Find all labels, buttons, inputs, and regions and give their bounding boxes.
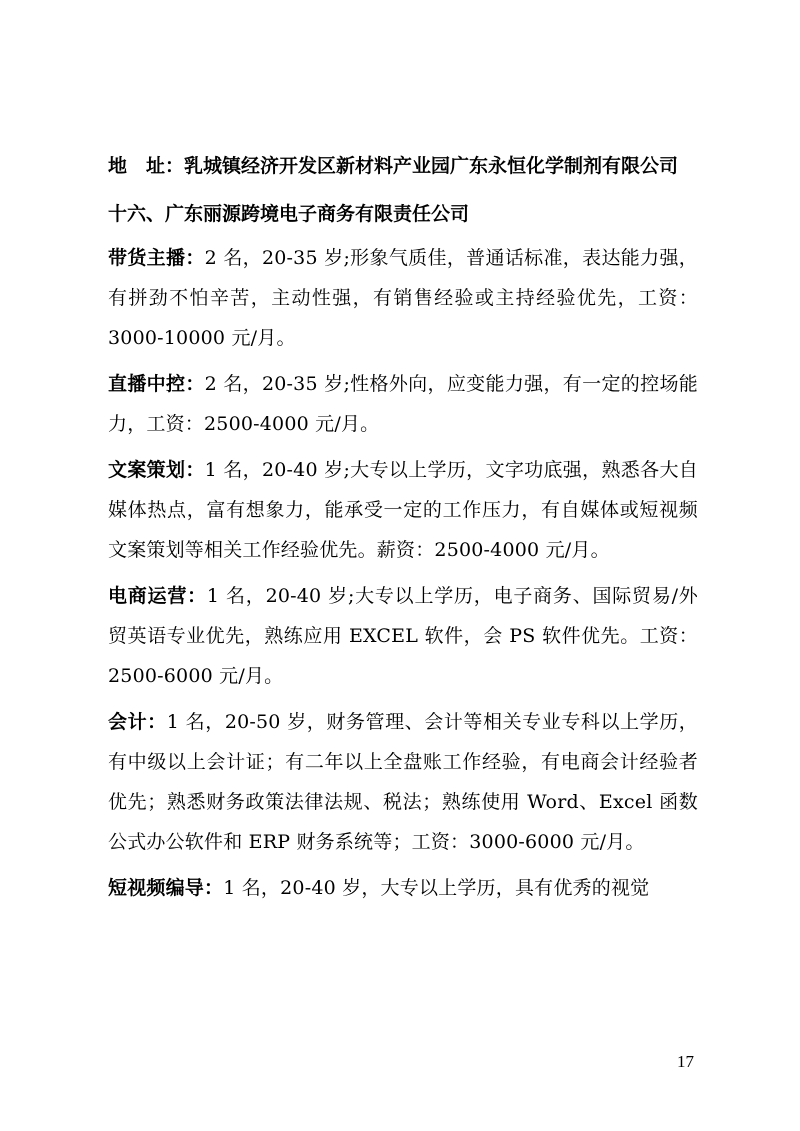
position-description: 2 名，20-35 岁;形象气质佳，普通话标准，表达能力强，有拼劲不怕辛苦，主动性强，有销售经验或主持经验优先，工资：3000-10000 元/月。 <box>108 247 698 349</box>
position-paragraph <box>108 364 698 444</box>
position-paragraph <box>108 868 698 908</box>
position-label: 直播中控： <box>108 373 205 395</box>
position-label: 带货主播： <box>108 247 205 269</box>
page-number: 17 <box>677 1052 694 1071</box>
position-description: 1 名，20-50 岁，财务管理、会计等相关专业专科以上学历，有中级以上会计证；有二年以上全盘账工作经验，有电商会计经验者优先；熟悉财务政策法律法规、税法；熟练使用 Word、Excel 函数公式办公软件和 ERP 财务系统等；工资：3000-6000 元/月。 <box>108 711 698 853</box>
position-label: 短视频编导： <box>108 877 224 899</box>
company-title: 十六、广东丽源跨境电子商务有限责任公司 <box>108 203 470 225</box>
address-value: 乳城镇经济开发区新材料产业园广东永恒化学制剂有限公司 <box>184 155 679 177</box>
position-description: 1 名，20-40 岁;大专以上学历，文字功底强，熟悉各大自媒体热点，富有想象力，能承受一定的工作压力，有自媒体或短视频文案策划等相关工作经验优先。薪资：2500-4000 元/月。 <box>108 459 698 561</box>
position-paragraph <box>108 576 698 696</box>
position-paragraph <box>108 450 698 570</box>
address-line <box>108 142 698 190</box>
position-paragraph <box>108 702 698 862</box>
document-body <box>108 142 698 914</box>
position-label: 电商运营： <box>108 585 207 607</box>
position-description: 1 名，20-40 岁，大专以上学历，具有优秀的视觉 <box>223 877 650 899</box>
position-description: 2 名，20-35 岁;性格外向，应变能力强，有一定的控场能力，工资：2500-4000 元/月。 <box>108 373 698 435</box>
position-label: 文案策划： <box>108 459 205 481</box>
address-label: 地 址： <box>108 155 185 177</box>
position-label: 会计： <box>108 711 167 733</box>
position-paragraph <box>108 238 698 358</box>
position-description: 1 名，20-40 岁;大专以上学历，电子商务、国际贸易/外贸英语专业优先，熟练应用 EXCEL 软件，会 PS 软件优先。工资：2500-6000 元/月。 <box>108 585 698 687</box>
